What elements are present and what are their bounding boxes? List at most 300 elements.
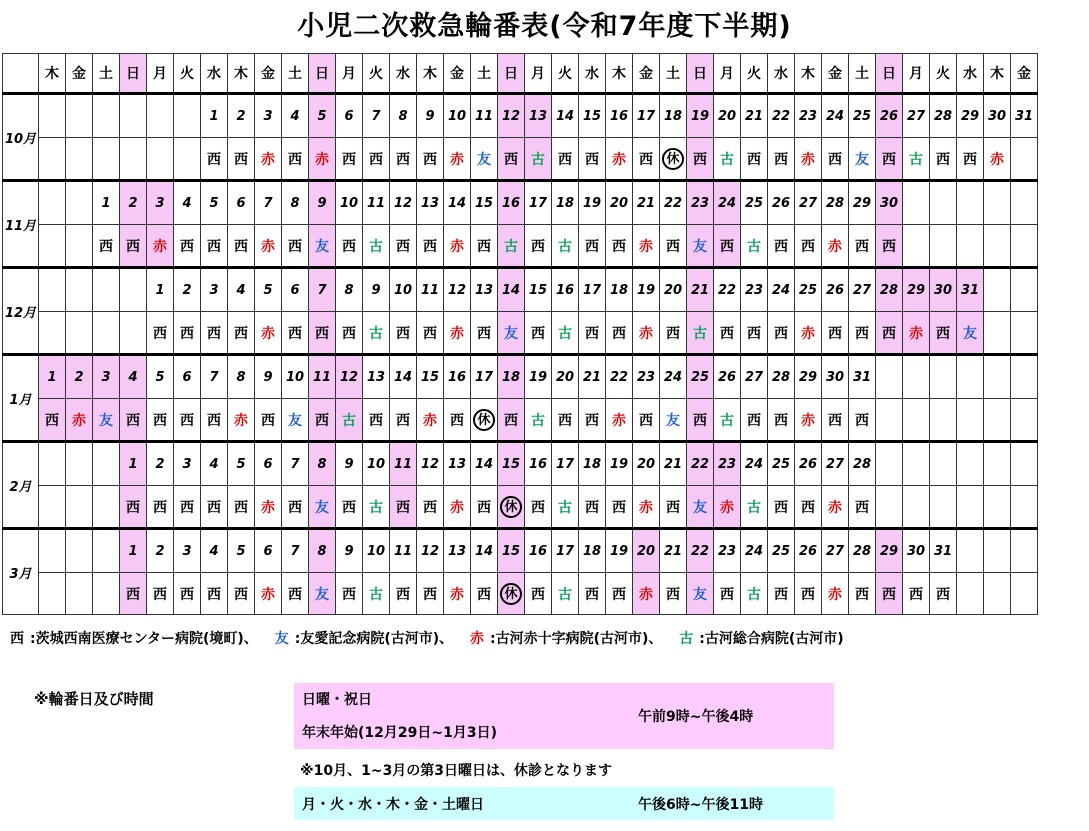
hospital-mark: 古 [558, 325, 572, 342]
hospital-cell [471, 399, 498, 442]
day-cell: 14 [552, 94, 579, 138]
hospital-mark: 西 [180, 412, 194, 429]
hospital-mark: 友 [315, 586, 329, 603]
hospital-mark: 古 [558, 586, 572, 603]
hospital-cell [1011, 312, 1038, 355]
day-cell: 6 [174, 355, 201, 399]
day-cell: 15 [498, 442, 525, 486]
hospital-cell [120, 225, 147, 268]
hospital-mark: 古 [531, 151, 545, 168]
hospital-cell [660, 225, 687, 268]
hospital-cell [201, 225, 228, 268]
hospital-cell [1011, 138, 1038, 181]
day-cell: 28 [849, 529, 876, 573]
day-cell: 17 [579, 268, 606, 312]
hospital-mark: 赤 [261, 586, 275, 603]
hospital-row [3, 225, 1038, 268]
weekday-header-cell: 日 [687, 54, 714, 94]
hospital-cell [633, 486, 660, 529]
hospital-mark: 西 [801, 586, 815, 603]
hospital-cell [228, 486, 255, 529]
day-cell: 7 [255, 181, 282, 225]
hospital-cell [984, 486, 1011, 529]
month-label: 10月 [3, 94, 39, 181]
hospital-mark: 友 [666, 412, 680, 429]
hospital-mark: 赤 [639, 499, 653, 516]
hospital-mark: 赤 [315, 151, 329, 168]
hospital-cell [876, 225, 903, 268]
day-cell: 5 [228, 529, 255, 573]
weekday-header-cell: 木 [228, 54, 255, 94]
day-cell: 9 [336, 529, 363, 573]
hospital-cell [363, 138, 390, 181]
weekday-header-cell: 水 [390, 54, 417, 94]
weekday-header-cell: 日 [309, 54, 336, 94]
day-cell: 29 [903, 268, 930, 312]
hospital-cell [444, 312, 471, 355]
hospital-cell [876, 486, 903, 529]
weekday-header-cell: 日 [498, 54, 525, 94]
hospital-row [3, 573, 1038, 615]
hospital-cell [606, 138, 633, 181]
hospital-mark: 古 [531, 412, 545, 429]
hospital-cell [741, 399, 768, 442]
hospital-mark: 西 [720, 238, 734, 255]
hospital-cell [93, 486, 120, 529]
day-cell [930, 181, 957, 225]
day-cell: 6 [228, 181, 255, 225]
hospital-cell [363, 312, 390, 355]
hospital-mark: 西 [585, 325, 599, 342]
day-cell: 25 [795, 268, 822, 312]
day-cell: 18 [552, 181, 579, 225]
hospital-cell [417, 312, 444, 355]
day-cell: 13 [363, 355, 390, 399]
day-cell [39, 181, 66, 225]
hospital-cell [903, 573, 930, 615]
hospital-cell [876, 399, 903, 442]
hospital-cell [93, 399, 120, 442]
hospital-cell [876, 138, 903, 181]
day-cell [93, 94, 120, 138]
hospital-mark: 赤 [450, 586, 464, 603]
hospital-cell [282, 225, 309, 268]
hospital-mark: 西 [612, 325, 626, 342]
hospital-cell [201, 138, 228, 181]
day-cell: 23 [741, 268, 768, 312]
hospital-cell [147, 312, 174, 355]
hospital-mark: 西 [153, 325, 167, 342]
day-cell [984, 355, 1011, 399]
hospital-mark: 西 [585, 238, 599, 255]
hospital-mark: 西 [936, 151, 950, 168]
hospital-cell [903, 399, 930, 442]
day-cell [903, 442, 930, 486]
hospital-cell [633, 573, 660, 615]
hospital-cell [633, 399, 660, 442]
hospital-cell [930, 225, 957, 268]
day-cell: 1 [39, 355, 66, 399]
hospital-cell [876, 312, 903, 355]
day-cell: 1 [201, 94, 228, 138]
hospital-mark: 西 [855, 499, 869, 516]
hospital-mark: 西 [342, 325, 356, 342]
hospital-cell [309, 486, 336, 529]
hospital-cell [309, 138, 336, 181]
day-cell [93, 442, 120, 486]
hospital-mark: 西 [531, 586, 545, 603]
hospital-cell [525, 225, 552, 268]
weekday-header-cell: 火 [930, 54, 957, 94]
day-cell: 25 [849, 94, 876, 138]
day-cell: 24 [714, 181, 741, 225]
hospital-cell [579, 486, 606, 529]
hospital-cell [66, 138, 93, 181]
day-cell: 19 [606, 442, 633, 486]
weekday-header-cell: 木 [795, 54, 822, 94]
hospital-cell [579, 138, 606, 181]
weekday-header-cell: 月 [147, 54, 174, 94]
hospital-cell [984, 225, 1011, 268]
hospital-cell [255, 312, 282, 355]
hospital-mark: 西 [396, 412, 410, 429]
weekday-header-cell: 土 [282, 54, 309, 94]
hospital-cell [174, 573, 201, 615]
day-cell: 27 [903, 94, 930, 138]
hospital-cell [579, 573, 606, 615]
weekday-header-cell: 金 [255, 54, 282, 94]
day-cell: 10 [336, 181, 363, 225]
day-cell: 14 [390, 355, 417, 399]
day-cell: 22 [687, 442, 714, 486]
hospital-cell [849, 399, 876, 442]
hospital-mark: 赤 [828, 499, 842, 516]
hospital-mark: 友 [693, 586, 707, 603]
hospital-mark: 西 [558, 151, 572, 168]
weekday-header-cell: 水 [201, 54, 228, 94]
hospital-cell [687, 486, 714, 529]
hospital-cell [741, 225, 768, 268]
day-cell [957, 355, 984, 399]
day-cell: 14 [471, 442, 498, 486]
hospital-mark: 西 [855, 238, 869, 255]
hospital-cell [903, 486, 930, 529]
hospital-cell [174, 138, 201, 181]
hospital-mark: 赤 [423, 412, 437, 429]
day-cell [984, 529, 1011, 573]
day-cell: 18 [498, 355, 525, 399]
legend-item-aka: 赤 :古河赤十字病院(古河市)、 [470, 631, 663, 647]
hospital-cell [309, 573, 336, 615]
day-cell: 25 [768, 442, 795, 486]
hospital-mark: 西 [774, 151, 788, 168]
day-cell: 10 [444, 94, 471, 138]
hospital-mark: 西 [855, 412, 869, 429]
hospital-mark: 友 [315, 238, 329, 255]
hospital-cell [525, 138, 552, 181]
hospital-cell [363, 573, 390, 615]
day-cell: 8 [390, 94, 417, 138]
hospital-mark: 赤 [261, 325, 275, 342]
day-cell: 17 [525, 181, 552, 225]
hospital-mark: 西 [909, 586, 923, 603]
hospital-cell [957, 225, 984, 268]
hospital-cell [822, 225, 849, 268]
day-cell [930, 442, 957, 486]
weekday-header-cell: 木 [39, 54, 66, 94]
day-cell: 17 [552, 529, 579, 573]
weekday-header-cell: 金 [633, 54, 660, 94]
day-cell [39, 94, 66, 138]
day-cell: 6 [255, 529, 282, 573]
hospital-mark: 赤 [909, 325, 923, 342]
hospital-cell [201, 486, 228, 529]
day-cell: 23 [714, 442, 741, 486]
day-cell: 26 [714, 355, 741, 399]
hospital-cell [255, 399, 282, 442]
day-cell: 17 [552, 442, 579, 486]
day-cell: 26 [795, 442, 822, 486]
day-cell: 12 [417, 442, 444, 486]
hospital-mark: 西 [423, 325, 437, 342]
day-cell: 24 [768, 268, 795, 312]
hospital-mark: 西 [396, 151, 410, 168]
hospital-mark: 赤 [990, 151, 1004, 168]
hospital-row [3, 138, 1038, 181]
hospital-mark: 西 [369, 412, 383, 429]
hospital-cell [336, 486, 363, 529]
hospital-cell [930, 486, 957, 529]
day-cell: 28 [768, 355, 795, 399]
hospital-cell [66, 225, 93, 268]
hospital-mark: 古 [693, 325, 707, 342]
hospital-mark: 赤 [639, 325, 653, 342]
weekday-header-cell: 土 [849, 54, 876, 94]
weekday-header-cell: 木 [417, 54, 444, 94]
hospital-mark: 西 [774, 586, 788, 603]
day-cell: 2 [147, 529, 174, 573]
day-cell: 3 [201, 268, 228, 312]
day-cell: 21 [660, 529, 687, 573]
weekday-header-cell: 木 [984, 54, 1011, 94]
hospital-mark: 古 [369, 499, 383, 516]
hospital-mark: 赤 [720, 499, 734, 516]
hospital-mark: 西 [477, 325, 491, 342]
hospital-mark: 西 [882, 151, 896, 168]
day-cell: 14 [444, 181, 471, 225]
closed-mark: 休 [662, 148, 684, 170]
hospital-mark: 古 [747, 499, 761, 516]
hospital-mark: 西 [288, 586, 302, 603]
hospital-cell [714, 138, 741, 181]
day-cell: 14 [471, 529, 498, 573]
hospital-mark: 古 [369, 586, 383, 603]
hospital-cell [147, 399, 174, 442]
hospital-cell [444, 399, 471, 442]
hospital-mark: 赤 [639, 586, 653, 603]
hospital-mark: 西 [153, 412, 167, 429]
hospital-mark: 西 [693, 412, 707, 429]
day-cell: 9 [417, 94, 444, 138]
hospital-cell [741, 573, 768, 615]
day-cell: 7 [282, 442, 309, 486]
hospital-cell [201, 399, 228, 442]
hospital-mark: 西 [315, 412, 329, 429]
hospital-cell [984, 138, 1011, 181]
weekend-time: 午前9時~午後4時 [638, 709, 754, 725]
day-cell [93, 268, 120, 312]
hospital-mark: 古 [558, 499, 572, 516]
hospital-cell [822, 573, 849, 615]
day-cell: 21 [579, 355, 606, 399]
hospital-mark: 西 [315, 325, 329, 342]
hospital-cell [795, 312, 822, 355]
day-cell: 4 [174, 181, 201, 225]
day-cell [66, 181, 93, 225]
hospital-cell [363, 225, 390, 268]
day-cell: 4 [201, 442, 228, 486]
hospital-cell [147, 138, 174, 181]
day-cell: 7 [309, 268, 336, 312]
hospital-mark: 赤 [450, 499, 464, 516]
hospital-cell [498, 573, 525, 615]
hospital-cell [309, 225, 336, 268]
day-cell [1011, 181, 1038, 225]
hospital-mark: 西 [288, 499, 302, 516]
hospital-cell [687, 138, 714, 181]
hospital-mark: 赤 [153, 238, 167, 255]
day-cell: 9 [336, 442, 363, 486]
hospital-mark: 西 [936, 325, 950, 342]
hospital-cell [957, 573, 984, 615]
hospital-cell [552, 486, 579, 529]
hospital-cell [903, 138, 930, 181]
hospital-cell [606, 486, 633, 529]
hospital-cell [822, 399, 849, 442]
weekday-header-cell: 水 [579, 54, 606, 94]
hospital-cell [687, 225, 714, 268]
hospital-cell [39, 573, 66, 615]
hospital-mark: 西 [288, 325, 302, 342]
hospital-mark: 赤 [612, 151, 626, 168]
day-cell: 13 [417, 181, 444, 225]
day-cell: 13 [444, 529, 471, 573]
day-cell [120, 94, 147, 138]
day-cell: 12 [336, 355, 363, 399]
hospital-cell [390, 225, 417, 268]
day-cell: 21 [633, 181, 660, 225]
day-cell: 20 [660, 268, 687, 312]
day-cell: 22 [660, 181, 687, 225]
hospital-mark: 赤 [450, 151, 464, 168]
hospital-mark: 古 [720, 412, 734, 429]
hospital-cell [417, 225, 444, 268]
date-row [3, 181, 1038, 225]
hospital-cell [498, 138, 525, 181]
hospital-mark: 西 [666, 325, 680, 342]
hospital-mark: 友 [477, 151, 491, 168]
hospital-mark: 友 [315, 499, 329, 516]
hospital-cell [498, 312, 525, 355]
hospital-cell [282, 312, 309, 355]
hospital-mark: 西 [666, 238, 680, 255]
hospital-cell [336, 399, 363, 442]
hospital-mark: 西 [585, 151, 599, 168]
hospital-mark: 西 [693, 151, 707, 168]
hospital-mark: 西 [747, 325, 761, 342]
day-cell: 24 [660, 355, 687, 399]
day-cell: 5 [228, 442, 255, 486]
day-cell: 23 [795, 94, 822, 138]
hospital-cell [930, 138, 957, 181]
hospital-cell [687, 312, 714, 355]
hospital-cell [120, 573, 147, 615]
hospital-cell [471, 486, 498, 529]
day-cell: 17 [633, 94, 660, 138]
hospital-mark: 古 [747, 238, 761, 255]
date-row [3, 355, 1038, 399]
weekday-header-cell: 火 [552, 54, 579, 94]
hospital-cell [282, 138, 309, 181]
hospital-cell [849, 486, 876, 529]
hospital-mark: 西 [612, 586, 626, 603]
day-cell: 31 [849, 355, 876, 399]
hospital-cell [93, 138, 120, 181]
hospital-cell [714, 486, 741, 529]
weekend-hours-box [294, 683, 834, 749]
hospital-mark: 西 [666, 586, 680, 603]
hospital-cell [1011, 225, 1038, 268]
hospital-mark: 西 [396, 238, 410, 255]
hospital-row [3, 399, 1038, 442]
hospital-cell [741, 138, 768, 181]
day-cell: 13 [471, 268, 498, 312]
hospital-cell [552, 312, 579, 355]
hospital-cell [282, 573, 309, 615]
weekday-header-cell: 火 [363, 54, 390, 94]
day-cell: 11 [363, 181, 390, 225]
hospital-cell [363, 399, 390, 442]
hospital-mark: 西 [666, 499, 680, 516]
hospital-mark: 西 [423, 499, 437, 516]
hospital-cell [849, 573, 876, 615]
hospital-cell [336, 573, 363, 615]
hospital-mark: 西 [828, 412, 842, 429]
hospital-mark: 西 [288, 151, 302, 168]
hospital-cell [390, 312, 417, 355]
hospital-cell [714, 225, 741, 268]
hospital-mark: 西 [207, 499, 221, 516]
hospital-cell [768, 225, 795, 268]
day-cell: 19 [633, 268, 660, 312]
day-cell: 27 [795, 181, 822, 225]
hospital-cell [255, 573, 282, 615]
hospital-mark: 西 [45, 412, 59, 429]
day-cell: 18 [579, 529, 606, 573]
day-cell [876, 442, 903, 486]
day-cell: 6 [282, 268, 309, 312]
hospital-cell [687, 399, 714, 442]
day-cell: 20 [552, 355, 579, 399]
hospital-mark: 西 [720, 325, 734, 342]
hospital-mark: 古 [504, 238, 518, 255]
hospital-cell [444, 573, 471, 615]
hospital-cell [228, 138, 255, 181]
hospital-mark: 友 [504, 325, 518, 342]
day-cell: 18 [660, 94, 687, 138]
hospital-cell [579, 225, 606, 268]
hospital-cell [525, 312, 552, 355]
